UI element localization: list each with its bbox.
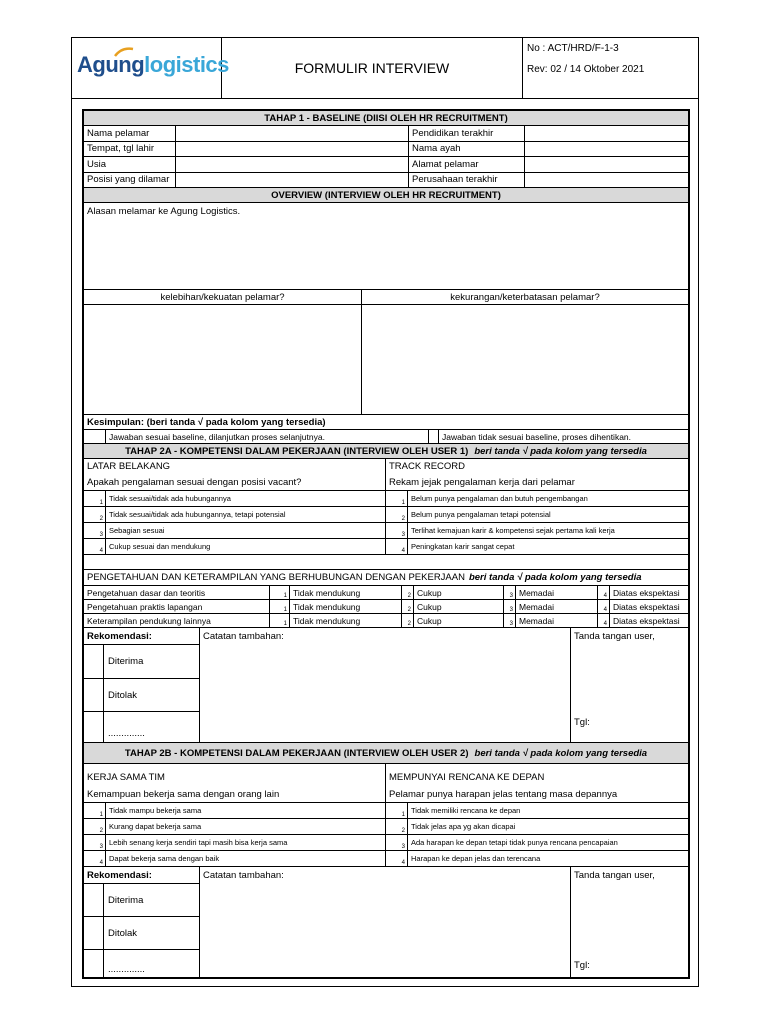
- stage2a-option-row-2: [84, 507, 688, 523]
- strength-weakness-header: [84, 290, 688, 305]
- option-number[interactable]: 2: [84, 507, 106, 522]
- strength-box[interactable]: [84, 305, 362, 414]
- scale-label: Diatas ekspektasi: [613, 601, 680, 612]
- company-logo: [77, 52, 229, 78]
- catatan-label: Catatan tambahan:: [203, 631, 284, 642]
- conclusion-yes-label: Jawaban sesuai baseline, dilanjutkan proses selanjutnya.: [106, 430, 429, 443]
- latar-option-4: Cukup sesuai dan mendukung: [106, 539, 386, 554]
- field-row-3: [84, 157, 688, 173]
- diterima-label: Diterima: [108, 656, 144, 667]
- option-number[interactable]: 2: [386, 507, 408, 522]
- stage1-title: TAHAP 1 - BASELINE (DIISI OLEH HR RECRUITMENT): [264, 112, 508, 124]
- input-pendidikan[interactable]: [525, 126, 688, 141]
- knowledge-title-row: [84, 570, 688, 586]
- field-row-4: [84, 173, 688, 189]
- recommendation-block-2a: [84, 628, 688, 743]
- scale-num[interactable]: 4: [598, 614, 610, 627]
- rencana-heading: MEMPUNYAI RENCANA KE DEPAN: [389, 772, 545, 783]
- scale-num[interactable]: 3: [504, 614, 516, 627]
- other-checkbox[interactable]: [84, 712, 104, 743]
- stage2b-option-row-4: [84, 851, 688, 867]
- stage1-title-row: [84, 111, 688, 126]
- latar-belakang-question: Apakah pengalaman sesuai dengan posisi vacant?: [84, 474, 386, 490]
- knowledge-title: PENGETAHUAN DAN KETERAMPILAN YANG BERHUBUNGAN DENGAN PEKERJAAN: [87, 572, 465, 583]
- track-option-3: Terlihat kemajuan karir & kompetensi sejak pertama kali kerja: [411, 526, 615, 535]
- stage2b-hint: beri tanda √ pada kolom yang tersedia: [474, 747, 648, 759]
- scale-label: Memadai: [516, 614, 598, 627]
- track-record-question: Rekam jejak pengalaman kerja dari pelamar: [389, 476, 575, 488]
- reason-box[interactable]: [84, 203, 688, 290]
- form-body: [82, 109, 690, 979]
- latar-belakang-heading: LATAR BELAKANG: [84, 459, 386, 474]
- conclusion-no-check[interactable]: [429, 430, 439, 443]
- input-alamat[interactable]: [525, 157, 688, 172]
- knowledge-row-3: [84, 614, 688, 628]
- tgl-label: Tgl:: [574, 960, 590, 971]
- ditolak-label: Ditolak: [108, 690, 138, 701]
- signature-box[interactable]: [571, 628, 688, 743]
- rekomendasi-label: Rekomendasi:: [87, 870, 152, 881]
- scale-num[interactable]: 1: [270, 614, 290, 627]
- scale-label: Cukup: [414, 614, 504, 627]
- conclusion-options: [84, 429, 688, 444]
- stage2a-hint: beri tanda √ pada kolom yang tersedia: [474, 445, 647, 457]
- option-number[interactable]: 3: [84, 523, 106, 538]
- input-perusahaan[interactable]: [525, 173, 688, 188]
- field-row-1: [84, 126, 688, 142]
- scale-label: Diatas ekspektasi: [613, 587, 680, 598]
- other-dots: ..............: [108, 728, 145, 739]
- recommendation-col: [84, 628, 200, 743]
- doc-info: [523, 38, 698, 98]
- stage2a-title-cell: [84, 444, 688, 458]
- logo-cell: [72, 38, 229, 98]
- scale-label: Cukup: [414, 600, 504, 613]
- stage2a-questions: [84, 474, 688, 491]
- form-title: FORMULIR INTERVIEW: [222, 38, 523, 98]
- input-nama-pelamar[interactable]: [176, 126, 409, 141]
- option-number[interactable]: 4: [386, 851, 408, 866]
- stage2b-option-row-3: [84, 835, 688, 851]
- conclusion-no-label: Jawaban tidak sesuai baseline, proses dihentikan.: [442, 431, 632, 442]
- knowledge-title-cell: [84, 570, 688, 585]
- kerja-option-3: Lebih senang kerja sendiri tapi masih bisa kerja sama: [106, 835, 386, 850]
- rencana-question: Pelamar punya harapan jelas tentang masa depannya: [389, 789, 618, 800]
- scale-num[interactable]: 2: [402, 586, 414, 599]
- label-alamat: Alamat pelamar: [409, 157, 525, 172]
- input-usia[interactable]: [176, 157, 409, 172]
- rencana-option-2: Tidak jelas apa yg akan dicapai: [411, 822, 516, 831]
- doc-number: No : ACT/HRD/F-1-3: [527, 43, 619, 54]
- option-number[interactable]: 1: [84, 491, 106, 506]
- option-number[interactable]: 2: [84, 819, 106, 834]
- track-option-2: Belum punya pengalaman tetapi potensial: [411, 510, 551, 519]
- knowledge-row-2: [84, 600, 688, 614]
- kerja-option-4: Dapat bekerja sama dengan baik: [106, 851, 386, 866]
- signature-label: Tanda tangan user,: [574, 870, 655, 881]
- rencana-option-3: Ada harapan ke depan tetapi tidak punya rencana pencapaian: [411, 838, 618, 847]
- option-number[interactable]: 4: [84, 851, 106, 866]
- scale-label: Diatas ekspektasi: [613, 615, 680, 626]
- conclusion-row: [84, 415, 688, 429]
- recommendation-col: [84, 867, 200, 977]
- input-posisi[interactable]: [176, 173, 409, 188]
- scale-num[interactable]: 2: [402, 614, 414, 627]
- tgl-label: Tgl:: [574, 717, 590, 728]
- recommendation-block-2b: [84, 867, 688, 977]
- rencana-option-4: Harapan ke depan jelas dan terencana: [411, 854, 541, 863]
- option-number[interactable]: 3: [386, 523, 408, 538]
- kerja-option-2: Kurang dapat bekerja sama: [106, 819, 386, 834]
- label-usia: Usia: [84, 157, 176, 172]
- overview-title: OVERVIEW (INTERVIEW OLEH HR RECRUITMENT): [271, 189, 501, 201]
- track-record-heading: TRACK RECORD: [389, 461, 466, 472]
- input-ttl[interactable]: [176, 142, 409, 157]
- track-option-4: Peningkatan karir sangat cepat: [411, 542, 515, 551]
- label-perusahaan: Perusahaan terakhir: [409, 173, 525, 188]
- stage2a-title-row: [84, 444, 688, 459]
- diterima-checkbox[interactable]: [84, 884, 104, 916]
- rencana-option-1: Tidak memiliki rencana ke depan: [411, 806, 521, 815]
- latar-option-1: Tidak sesuai/tidak ada hubungannya: [106, 491, 386, 506]
- catatan-box[interactable]: [200, 628, 571, 743]
- ditolak-checkbox[interactable]: [84, 679, 104, 711]
- knowledge-label-3: Keterampilan pendukung lainnya: [84, 614, 270, 627]
- other-dots: ..............: [108, 964, 145, 975]
- stage2b-headings: [84, 764, 688, 803]
- knowledge-hint: beri tanda √ pada kolom yang tersedia: [468, 572, 642, 583]
- conclusion-yes-check[interactable]: [84, 430, 106, 443]
- stage2a-option-row-3: [84, 523, 688, 539]
- kerja-sama-cell: [84, 764, 386, 802]
- stage2b-option-row-2: [84, 819, 688, 835]
- stage2b-title: TAHAP 2B - KOMPETENSI DALAM PEKERJAAN (INTERVIEW OLEH USER 2): [124, 747, 469, 759]
- label-pendidikan: Pendidikan terakhir: [409, 126, 525, 141]
- scale-num[interactable]: 4: [598, 586, 610, 599]
- ditolak-checkbox[interactable]: [84, 917, 104, 949]
- input-nama-ayah[interactable]: [525, 142, 688, 157]
- scale-label: Tidak mendukung: [290, 586, 402, 599]
- form-header: [72, 38, 698, 99]
- conclusion-label: Kesimpulan: (beri tanda √ pada kolom yang tersedia): [87, 416, 326, 428]
- knowledge-row-1: [84, 586, 688, 600]
- label-nama-pelamar: Nama pelamar: [84, 126, 176, 141]
- overview-title-row: [84, 188, 688, 203]
- option-number[interactable]: 1: [386, 491, 408, 506]
- option-number[interactable]: 3: [386, 835, 408, 850]
- stage2a-title: TAHAP 2A - KOMPETENSI DALAM PEKERJAAN (INTERVIEW OLEH USER 1): [125, 445, 469, 457]
- logo-text-logistics: logistics: [144, 52, 229, 77]
- weakness-box[interactable]: [362, 305, 688, 414]
- field-row-2: [84, 142, 688, 158]
- stage2a-option-row-4: [84, 539, 688, 555]
- option-number[interactable]: 4: [84, 539, 106, 554]
- scale-num[interactable]: 2: [402, 600, 414, 613]
- scale-label: Memadai: [516, 600, 598, 613]
- stage2a-spacer: [84, 555, 688, 570]
- knowledge-label-2: Pengetahuan praktis lapangan: [84, 600, 270, 613]
- option-number[interactable]: 3: [84, 835, 106, 850]
- scale-num[interactable]: 1: [270, 600, 290, 613]
- rekomendasi-label: Rekomendasi:: [87, 631, 152, 642]
- label-posisi: Posisi yang dilamar: [84, 173, 176, 188]
- latar-option-3: Sebagian sesuai: [106, 523, 386, 538]
- strength-weakness-boxes: [84, 305, 688, 415]
- latar-option-2: Tidak sesuai/tidak ada hubungannya, tetapi potensial: [106, 507, 386, 522]
- scale-num[interactable]: 3: [504, 586, 516, 599]
- stage2b-title-cell: [84, 743, 688, 763]
- rencana-cell: [386, 764, 688, 802]
- stage2b-title-row: [84, 743, 688, 764]
- catatan-box[interactable]: [200, 867, 571, 977]
- diterima-label: Diterima: [108, 895, 144, 906]
- signature-box[interactable]: [571, 867, 688, 977]
- label-nama-ayah: Nama ayah: [409, 142, 525, 157]
- strength-label: kelebihan/kekuatan pelamar?: [84, 290, 362, 304]
- track-option-1: Belum punya pengalaman dan butuh pengembangan: [411, 494, 588, 503]
- option-number[interactable]: 1: [84, 803, 106, 818]
- knowledge-label-1: Pengetahuan dasar dan teoritis: [84, 586, 270, 599]
- scale-num[interactable]: 3: [504, 600, 516, 613]
- catatan-label: Catatan tambahan:: [203, 870, 284, 881]
- option-number[interactable]: 4: [386, 539, 408, 554]
- diterima-checkbox[interactable]: [84, 645, 104, 678]
- scale-num[interactable]: 4: [598, 600, 610, 613]
- form-sheet: [71, 37, 699, 987]
- stage2b-option-row-1: [84, 803, 688, 819]
- label-ttl: Tempat, tgl lahir: [84, 142, 176, 157]
- option-number[interactable]: 2: [386, 819, 408, 834]
- stage2a-headings: [84, 459, 688, 474]
- scale-label: Cukup: [414, 586, 504, 599]
- scale-label: Memadai: [516, 586, 598, 599]
- reason-label: Alasan melamar ke Agung Logistics.: [87, 206, 241, 217]
- kerja-sama-question: Kemampuan bekerja sama dengan orang lain: [87, 789, 280, 800]
- other-checkbox[interactable]: [84, 950, 104, 977]
- kerja-option-1: Tidak mampu bekerja sama: [106, 803, 386, 818]
- logo-text-agung: Agung: [77, 52, 145, 77]
- doc-revision: Rev: 02 / 14 Oktober 2021: [527, 64, 645, 75]
- kerja-sama-heading: KERJA SAMA TIM: [87, 772, 165, 783]
- weakness-label: kekurangan/keterbatasan pelamar?: [450, 291, 600, 303]
- scale-label: Tidak mendukung: [290, 614, 402, 627]
- ditolak-label: Ditolak: [108, 928, 138, 939]
- stage2a-option-row-1: [84, 491, 688, 507]
- scale-num[interactable]: 1: [270, 586, 290, 599]
- option-number[interactable]: 1: [386, 803, 408, 818]
- signature-label: Tanda tangan user,: [574, 631, 655, 642]
- scale-label: Tidak mendukung: [290, 600, 402, 613]
